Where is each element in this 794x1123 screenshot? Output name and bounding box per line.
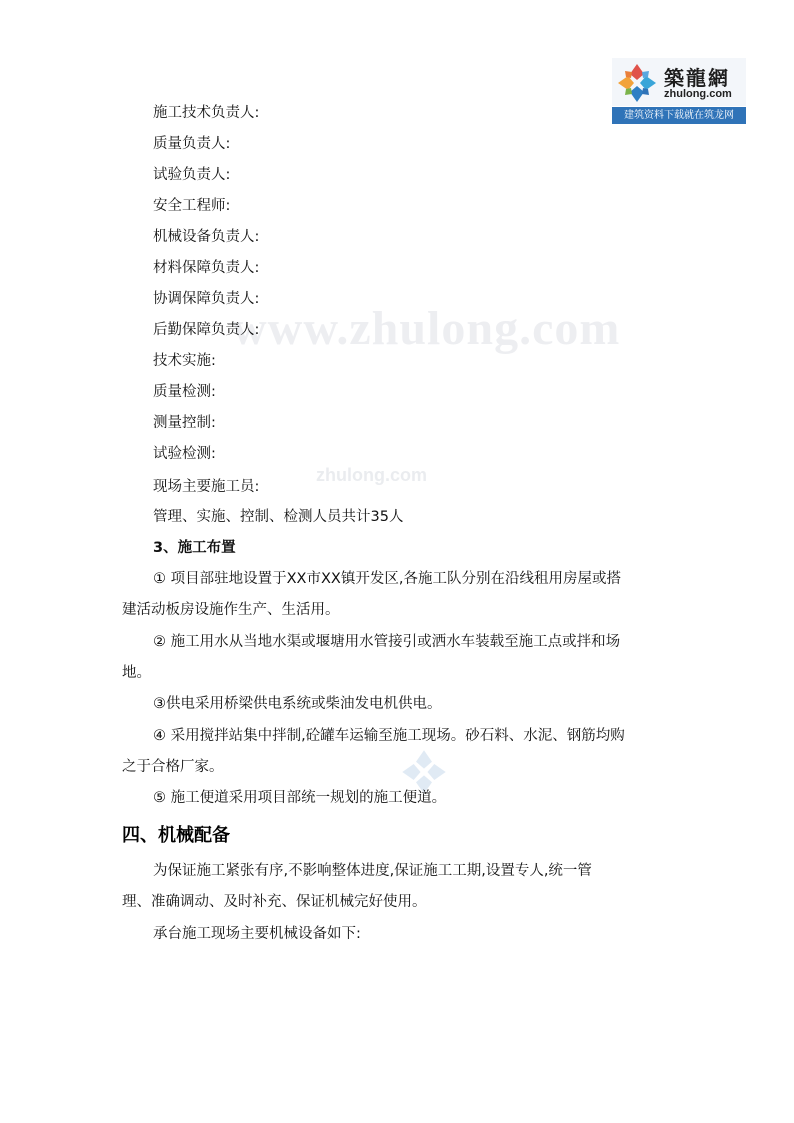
role-line: 安全工程师: [153,198,231,214]
layout-item-line: ① 项目部驻地设置于XX市XX镇开发区,各施工队分别在沿线租用房屋或搭 [153,571,621,587]
staff-total: 管理、实施、控制、检测人员共计35人 [153,509,404,525]
layout-item-line: ② 施工用水从当地水渠或堰塘用水管接引或洒水车装载至施工点或拌和场 [153,634,621,650]
layout-item-line: ③供电采用桥梁供电系统或柴油发电机供电。 [153,696,442,712]
machinery-intro: 承台施工现场主要机械设备如下: [153,926,361,942]
role-line: 机械设备负责人: [153,229,260,245]
role-line: 后勤保障负责人: [153,322,260,338]
logo-slogan: 建筑资料下载就在筑龙网 [612,107,746,124]
layout-item-line: ⑤ 施工便道采用项目部统一规划的施工便道。 [153,790,447,806]
layout-item-line: 建活动板房设施作生产、生活用。 [122,602,340,618]
role-line: 现场主要施工员: [153,479,260,495]
layout-item-line: 地。 [122,665,151,681]
role-line: 材料保障负责人: [153,260,260,276]
watermark-large: www.zhulong.com [232,302,621,355]
layout-item-line: 之于合格厂家。 [122,759,224,775]
machinery-paragraph: 为保证施工紧张有序,不影响整体进度,保证施工工期,设置专人,统一管 [153,863,592,879]
zhulong-logo [612,58,746,124]
role-line: 质量负责人: [153,136,231,152]
role-line: 协调保障负责人: [153,291,260,307]
role-line: 测量控制: [153,415,216,431]
logo-header [612,58,746,106]
section-heading: 3、施工布置 [153,540,236,556]
role-line: 质量检测: [153,384,216,400]
watermark-small: zhulong.com [316,465,427,485]
role-line: 技术实施: [153,353,216,369]
machinery-paragraph: 理、准确调动、及时补充、保证机械完好使用。 [122,894,427,910]
logo-name: 築龍網 [664,66,730,90]
logo-domain: zhulong.com [664,88,732,100]
layout-item-line: ④ 采用搅拌站集中拌制,砼罐车运输至施工现场。砂石料、水泥、钢筋均购 [153,728,625,744]
zhulong-mark-icon [616,62,658,104]
role-line: 试验负责人: [153,167,231,183]
chapter-title: 四、机械配备 [122,825,230,846]
role-line: 试验检测: [153,446,216,462]
role-line: 施工技术负责人: [153,105,260,121]
